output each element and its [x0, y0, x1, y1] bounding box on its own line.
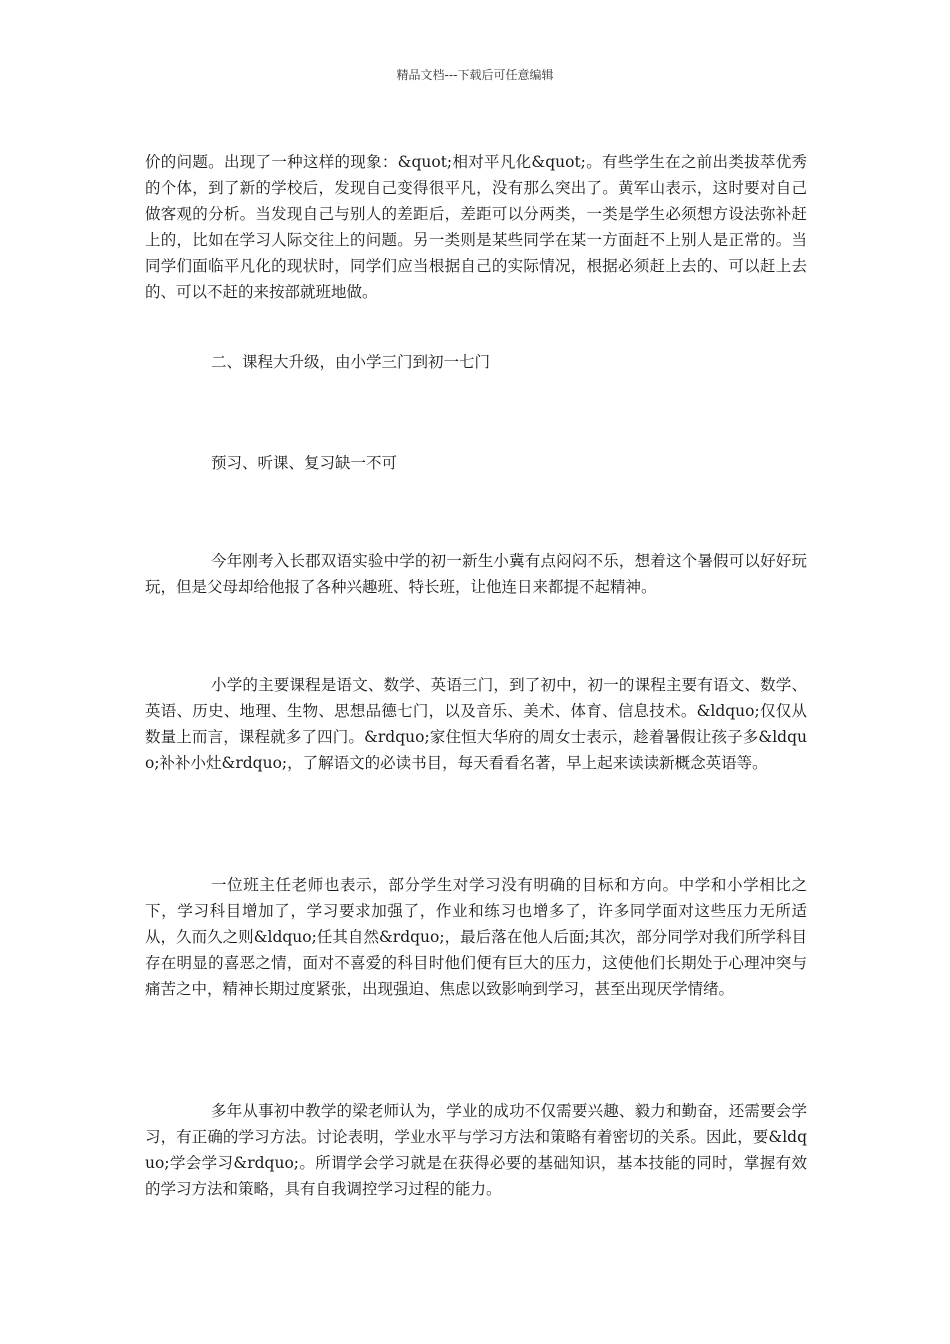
paragraph: 价的问题。出现了一种这样的现象：&quot;相对平凡化&quot;。有些学生在之前出类拔萃优秀的个体，到了新的学校后，发现自己变得很平凡，没有那么突出了。黄军山表示，这时要对自己做客观的分析。当发现自己与别人的差距后，差距可以分两类，一类是学生必须想方设法弥补赶上的，比如在学习人际交往上的问题。另一类则是某些同学在某一方面赶不上别人是正常的。当同学们面临平凡化的现状时，同学们应当根据自己的实际情况，根据必须赶上去的、可以赶上去的、可以不赶的来按部就班地做。	[145, 153, 807, 301]
paragraph: 小学的主要课程是语文、数学、英语三门，到了初中，初一的课程主要有语文、数学、英语、历史、地理、生物、思想品德七门，以及音乐、美术、体育、信息技术。&ldquo;仅仅从数量上而言，课程就多了四门。&rdquo;家住恒大华府的周女士表示，趁着暑假让孩子多&ldquo;补补小灶&rdquo;，了解语文的必读书目，每天看看名著，早上起来读读新概念英语等。	[145, 676, 807, 772]
paragraph-block	[145, 672, 807, 776]
page-header: 精品文档---下载后可任意编辑	[396, 68, 554, 82]
paragraph-block	[145, 1098, 807, 1202]
paragraph: 今年刚考入长郡双语实验中学的初一新生小冀有点闷闷不乐，想着这个暑假可以好好玩玩，但是父母却给他报了各种兴趣班、特长班，让他连日来都提不起精神。	[145, 552, 807, 596]
paragraph-block	[145, 872, 807, 1002]
section-heading	[145, 349, 807, 375]
subsection-title: 预习、听课、复习缺一不可	[211, 454, 398, 472]
section-title: 二、课程大升级，由小学三门到初一七门	[211, 353, 491, 371]
paragraph-block	[145, 548, 807, 600]
paragraph: 一位班主任老师也表示，部分学生对学习没有明确的目标和方向。中学和小学相比之下，学习科目增加了，学习要求加强了，作业和练习也增多了，许多同学面对这些压力无所适从，久而久之则&ldquo;任其自然&rdquo;，最后落在他人后面;其次，部分同学对我们所学科目存在明显的喜恶之情，面对不喜爱的科目时他们便有巨大的压力，这使他们长期处于心理冲突与痛苦之中，精神长期过度紧张，出现强迫、焦虑以致影响到学习，甚至出现厌学情绪。	[145, 876, 807, 998]
paragraph-continuation	[145, 149, 807, 305]
paragraph: 多年从事初中教学的梁老师认为，学业的成功不仅需要兴趣、毅力和勤奋，还需要会学习，有正确的学习方法。讨论表明，学业水平与学习方法和策略有着密切的关系。因此，要&ldquo;学会学习&rdquo;。所谓学会学习就是在获得必要的基础知识，基本技能的同时，掌握有效的学习方法和策略，具有自我调控学习过程的能力。	[145, 1102, 807, 1198]
sub-heading	[145, 450, 807, 476]
